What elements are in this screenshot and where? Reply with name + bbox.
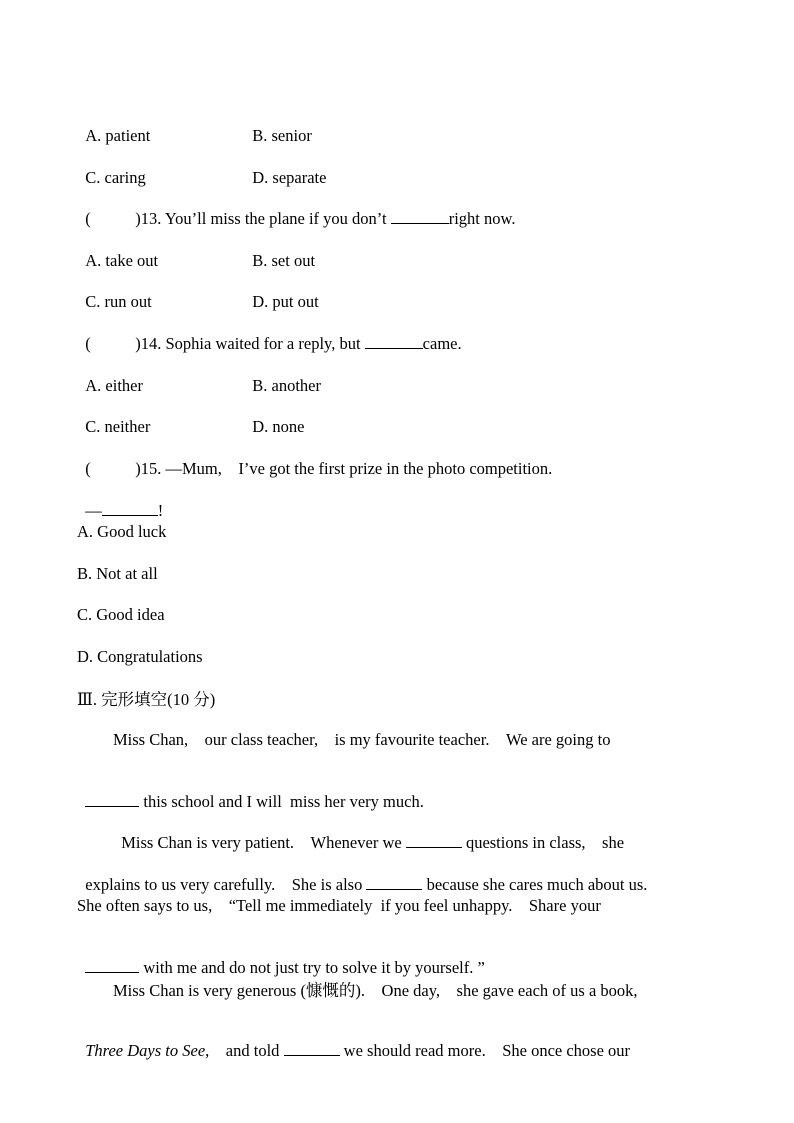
passage-p3-line2 — [77, 1021, 630, 1061]
q15-option-d: D. Congratulations — [77, 647, 203, 666]
q15-option-c: C. Good idea — [77, 605, 165, 624]
q13-options-row2 — [77, 272, 319, 312]
q14-number: )14. — [135, 334, 162, 353]
passage-p1-line1: Miss Chan, our class teacher, is my favourite teacher. We are going to — [113, 730, 611, 749]
q13-blank — [391, 209, 449, 224]
book-title: Three Days to See — [85, 1041, 206, 1060]
cloze-blank-4 — [85, 958, 139, 973]
q13-answer-paren: ( — [85, 209, 91, 228]
passage-p1-line2 — [77, 772, 424, 812]
section3-heading: Ⅲ. 完形填空(10 分) — [77, 690, 216, 709]
q13-option-d: D. put out — [252, 292, 319, 311]
q14-stem-after: came. — [422, 334, 462, 353]
q12-option-d: D. separate — [252, 168, 327, 187]
q13-stem-after: right now. — [448, 209, 516, 228]
q15-reply — [77, 481, 163, 521]
passage-p2-line1-b: questions in class, she — [461, 833, 625, 852]
q14-option-b: B. another — [252, 376, 321, 395]
q14-options-row1 — [77, 356, 321, 396]
q14-option-d: D. none — [252, 417, 305, 436]
q12-option-c: C. caring — [85, 168, 146, 187]
q13-stem-before: You’ll miss the plane if you don’t — [161, 209, 391, 228]
q14-stem — [77, 314, 462, 354]
q14-option-c: C. neither — [85, 417, 151, 436]
q15-blank — [102, 501, 158, 516]
passage-p2-line4-text: with me and do not just try to solve it by yourself. ” — [139, 958, 485, 977]
q12-options-row1 — [77, 106, 312, 146]
passage-p2-line2-a: explains to us very carefully. She is also — [85, 875, 367, 894]
q12-option-b: B. senior — [252, 126, 312, 145]
q13-options-row1 — [77, 231, 315, 271]
q13-stem — [77, 189, 515, 229]
cloze-blank-1 — [85, 792, 139, 807]
q14-stem-before: Sophia waited for a reply, but — [161, 334, 365, 353]
passage-p2-line1-a: Miss Chan is very patient. Whenever we — [121, 833, 406, 852]
q14-option-a: A. either — [85, 376, 143, 395]
q14-blank — [365, 334, 423, 349]
q15-option-b: B. Not at all — [77, 564, 158, 583]
passage-p2-line4 — [77, 938, 485, 978]
q15-number: )15. — [135, 459, 162, 478]
passage-p2-line2-b: because she cares much about us. — [422, 875, 648, 894]
q15-stem-text: —Mum, I’ve got the first prize in the photo competition. — [161, 459, 553, 478]
q15-option-a: A. Good luck — [77, 522, 167, 541]
cloze-blank-5 — [284, 1041, 340, 1056]
cloze-blank-3 — [366, 875, 422, 890]
q13-option-c: C. run out — [85, 292, 152, 311]
cloze-blank-2 — [406, 833, 462, 848]
passage-p2-line1 — [113, 813, 624, 853]
passage-p3-line2-b: we should read more. She once chose our — [339, 1041, 631, 1060]
passage-p3-line1: Miss Chan is very generous (慷慨的). One day, she gave each of us a book, — [113, 981, 638, 1000]
q15-stem — [77, 439, 552, 479]
q14-options-row2 — [77, 397, 305, 437]
q13-option-b: B. set out — [252, 251, 316, 270]
q15-reply-end: ! — [157, 501, 164, 520]
q12-options-row2 — [77, 148, 326, 188]
q13-number: )13. — [135, 209, 162, 228]
q15-answer-paren: ( — [85, 459, 91, 478]
passage-p2-line2 — [77, 855, 647, 895]
q12-option-a: A. patient — [85, 126, 151, 145]
q14-answer-paren: ( — [85, 334, 91, 353]
passage-p3-line2-a: , and told — [205, 1041, 284, 1060]
passage-p1-line2-text: this school and I will miss her very much. — [139, 792, 424, 811]
q13-option-a: A. take out — [85, 251, 159, 270]
passage-p2-line3: She often says to us, “Tell me immediately if you feel unhappy. Share your — [77, 896, 601, 915]
q15-reply-dash: — — [85, 501, 102, 520]
